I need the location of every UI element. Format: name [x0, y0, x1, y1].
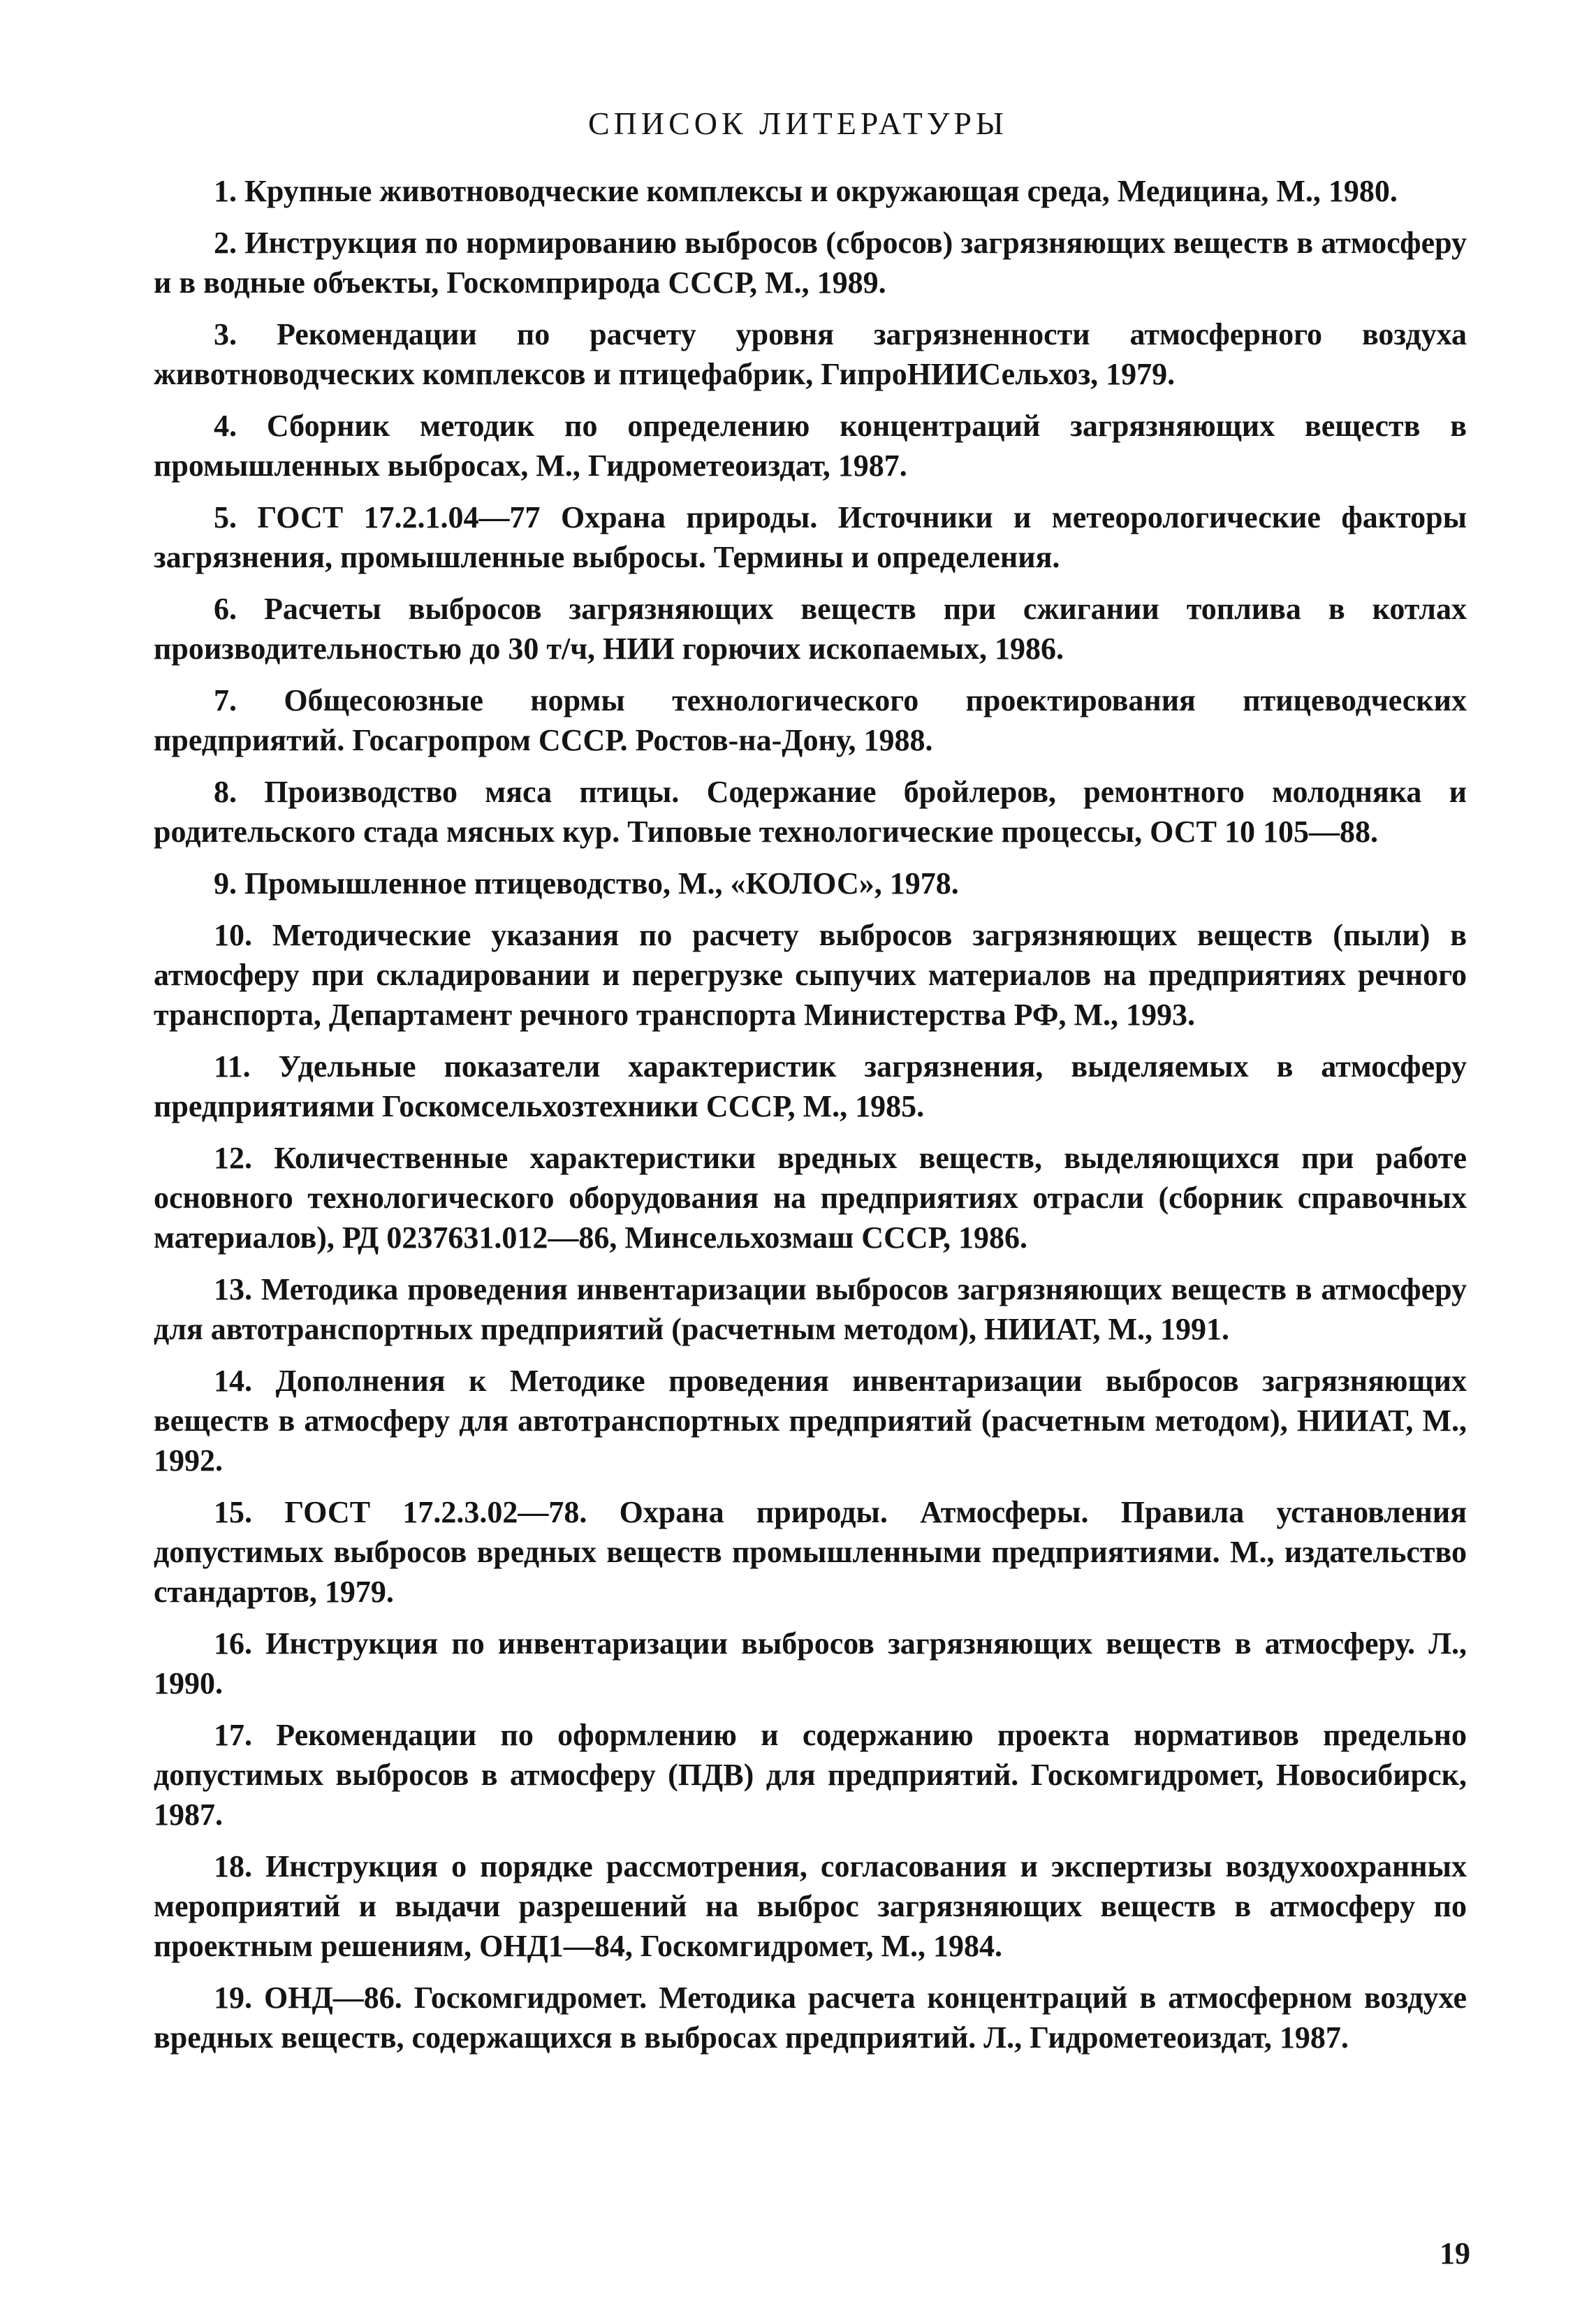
reference-item: 12. Количественные характеристики вредных веществ, выделяющихся при работе основного технологического оборудования на предприятиях отрасли (сборник справочных материалов), РД 0237631.012—86, Минсельхозмаш СССР, 1986. — [154, 1141, 1467, 1255]
reference-item: 4. Сборник методик по определению концентраций загрязняющих веществ в промышленных выбросах, М., Гидрометеоиздат, 1987. — [154, 409, 1467, 483]
page-title: СПИСОК ЛИТЕРАТУРЫ — [587, 105, 1009, 141]
reference-item: 5. ГОСТ 17.2.1.04—77 Охрана природы. Источники и метеорологические факторы загрязнения, промышленные выбросы. Термины и определения. — [154, 500, 1467, 574]
reference-item: 7. Общесоюзные нормы технологического проектирования птицеводческих предприятий. Госагропром СССР. Ростов-на-Дону, 1988. — [154, 683, 1467, 757]
reference-item: 14. Дополнения к Методике проведения инвентаризации выбросов загрязняющих веществ в атмосферу для автотранспортных предприятий (расчетным методом), НИИАТ, М., 1992. — [154, 1364, 1467, 1478]
reference-item: 10. Методические указания по расчету выбросов загрязняющих веществ (пыли) в атмосферу при складировании и перегрузке сыпучих материалов на предприятиях речного транспорта, Департамент речного транспорта Министерства РФ, М., 1993. — [154, 918, 1467, 1032]
reference-item: 6. Расчеты выбросов загрязняющих веществ при сжигании топлива в котлах производительностью до 30 т/ч, НИИ горючих ископаемых, 1986. — [154, 592, 1467, 666]
reference-item: 19. ОНД—86. Госкомгидромет. Методика расчета концентраций в атмосферном воздухе вредных веществ, содержащихся в выбросах предприятий. Л., Гидрометеоиздат, 1987. — [154, 1981, 1467, 2055]
reference-item: 1. Крупные животноводческие комплексы и окружающая среда, Медицина, М., 1980. — [214, 174, 1398, 208]
reference-item: 3. Рекомендации по расчету уровня загрязненности атмосферного воздуха животноводческих комплексов и птицефабрик, ГипроНИИСельхоз, 1979. — [154, 317, 1467, 391]
reference-item: 9. Промышленное птицеводство, М., «КОЛОС», 1978. — [214, 866, 959, 901]
reference-item: 17. Рекомендации по оформлению и содержанию проекта нормативов предельно допустимых выбросов в атмосферу (ПДВ) для предприятий. Госкомгидромет, Новосибирск, 1987. — [154, 1718, 1467, 1832]
reference-item: 2. Инструкция по нормированию выбросов (сбросов) загрязняющих веществ в атмосферу и в водные объекты, Госкомприрода СССР, М., 1989. — [154, 226, 1467, 300]
reference-item: 18. Инструкция о порядке рассмотрения, согласования и экспертизы воздухоохранных мероприятий и выдачи разрешений на выброс загрязняющих веществ в атмосферу по проектным решениям, ОНД1—84, Госкомгидромет, М., 1984. — [154, 1849, 1467, 1963]
reference-item: 11. Удельные показатели характеристик загрязнения, выделяемых в атмосферу предприятиями Госкомсельхозтехники СССР, М., 1985. — [154, 1049, 1467, 1123]
reference-item: 8. Производство мяса птицы. Содержание бройлеров, ремонтного молодняка и родительского стада мясных кур. Типовые технологические процессы, ОСТ 10 105—88. — [154, 775, 1467, 849]
reference-item: 13. Методика проведения инвентаризации выбросов загрязняющих веществ в атмосферу для автотранспортных предприятий (расчетным методом), НИИАТ, М., 1991. — [154, 1272, 1467, 1346]
reference-item: 15. ГОСТ 17.2.3.02—78. Охрана природы. Атмосферы. Правила установления допустимых выбросов вредных веществ промышленными предприятиями. М., издательство стандартов, 1979. — [154, 1495, 1467, 1609]
reference-list — [154, 171, 1467, 2069]
page-number: 19 — [1440, 2236, 1470, 2270]
reference-item: 16. Инструкция по инвентаризации выбросов загрязняющих веществ в атмосферу. Л., 1990. — [154, 1626, 1467, 1700]
